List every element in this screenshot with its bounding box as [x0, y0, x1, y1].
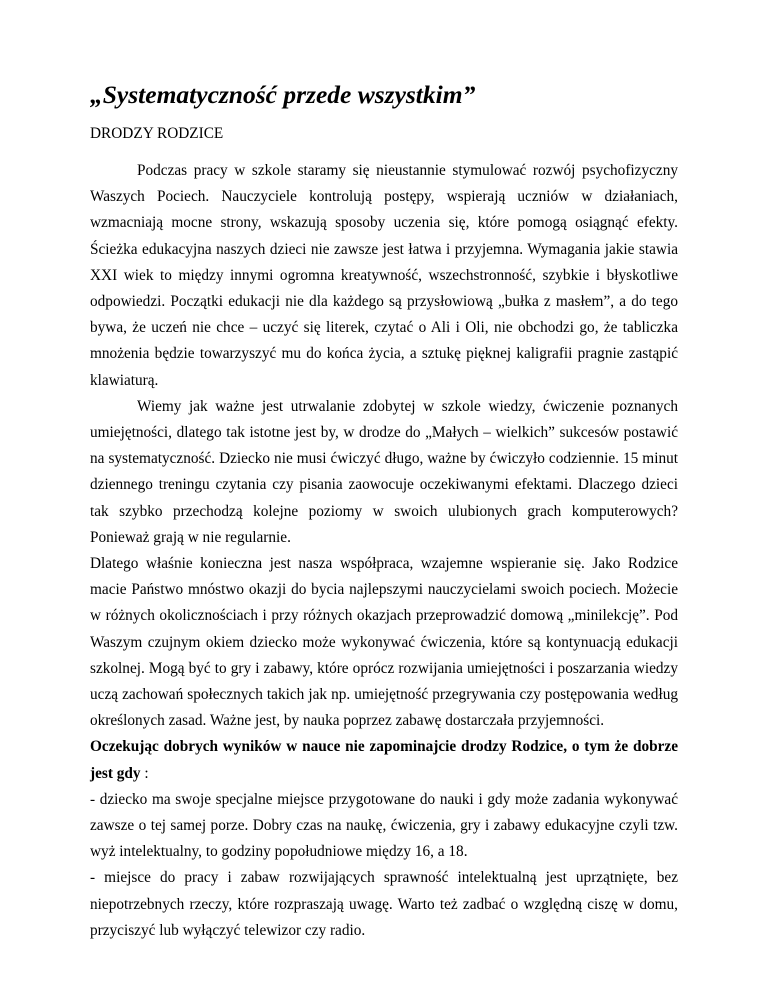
salutation: DRODZY RODZICE — [90, 125, 224, 142]
list-item: - miejsce do pracy i zabaw rozwijających sprawność intelektualną jest uprzątnięte, bez niepotrzebnych rzeczy, które rozpraszają uwagę. Warto też zadbać o względną ciszę w domu, przyciszyć lub wyłączyć telewizor czy radio. — [90, 869, 678, 939]
paragraph-intro: Podczas pracy w szkole staramy się nieustannie stymulować rozwój psychofizyczny Waszych Pociech. Nauczyciele kontrolują postępy, wspierają uczniów w działaniach, wzmacniają mocne strony, wskazują sposoby uczenia się, które pomogą osiągnąć efekty. Ścieżka edukacyjna naszych dzieci nie zawsze jest łatwa i przyjemna. Wymagania jakie stawia XXI wiek to między innymi ogromna kreatywność, wszechstronność, szybkie i błyskotliwe odpowiedzi. Początki edukacji nie dla każdego są przysłowiową „bułka z masłem”, a do tego bywa, że uczeń nie chce – uczyć się literek, czytać o Ali i Oli, nie obchodzi go, że tabliczka mnożenia będzie towarzyszyć mu do końca życia, a sztukę pięknej kaligrafii pragnie zastąpić klawiaturą. — [90, 162, 678, 389]
list-item: - dziecko ma swoje specjalne miejsce przygotowane do nauki i gdy może zadania wykonywać zawsze o tej samej porze. Dobry czas na naukę, ćwiczenia, gry i zabawy edukacyjne czyli tzw. wyż intelektualny, to godziny popołudniowe między 16, a 18. — [90, 790, 678, 861]
bold-intro-paragraph — [90, 734, 678, 786]
document-title: „Systematyczność przede wszystkim” — [90, 80, 476, 109]
paragraph-systematic: Wiemy jak ważne jest utrwalanie zdobytej w szkole wiedzy, ćwiczenie poznanych umiejętności, dlatego tak istotne jest by, w drodze do „Małych – wielkich” sukcesów postawić na systematyczność. Dziecko nie musi ćwiczyć długo, ważne by ćwiczyło codziennie. 15 minut dziennego treningu czytania czy pisania zaowocuje oczekiwanymi efektami. Dlaczego dzieci tak szybko przechodzą kolejne poziomy w swoich ulubionych grach komputerowych? Ponieważ grają w nie regularnie. — [90, 397, 678, 546]
bold-intro-suffix: : — [140, 764, 149, 782]
bold-intro-text: Oczekując dobrych wyników w nauce nie zapominajcie drodzy Rodzice, o tym że dobrze jest gdy — [90, 738, 678, 782]
paragraph-cooperation: Dlatego właśnie konieczna jest nasza współpraca, wzajemne wspieranie się. Jako Rodzice macie Państwo mnóstwo okazji do bycia najlepszymi nauczycielami swoich pociech. Możecie w różnych okolicznościach i przy różnych okazjach przeprowadzić domową „minilekcję”. Pod Waszym czujnym okiem dziecko może wykonywać ćwiczenia, które są kontynuacją edukacji szkolnej. Mogą być to gry i zabawy, które oprócz rozwijania umiejętności i poszarzania wiedzy uczą zachowań społecznych takich jak np. umiejętność przegrywania czy postępowania według określonych zasad. Ważne jest, by nauka poprzez zabawę dostarczała przyjemności. — [90, 555, 678, 730]
document-page — [90, 78, 678, 944]
